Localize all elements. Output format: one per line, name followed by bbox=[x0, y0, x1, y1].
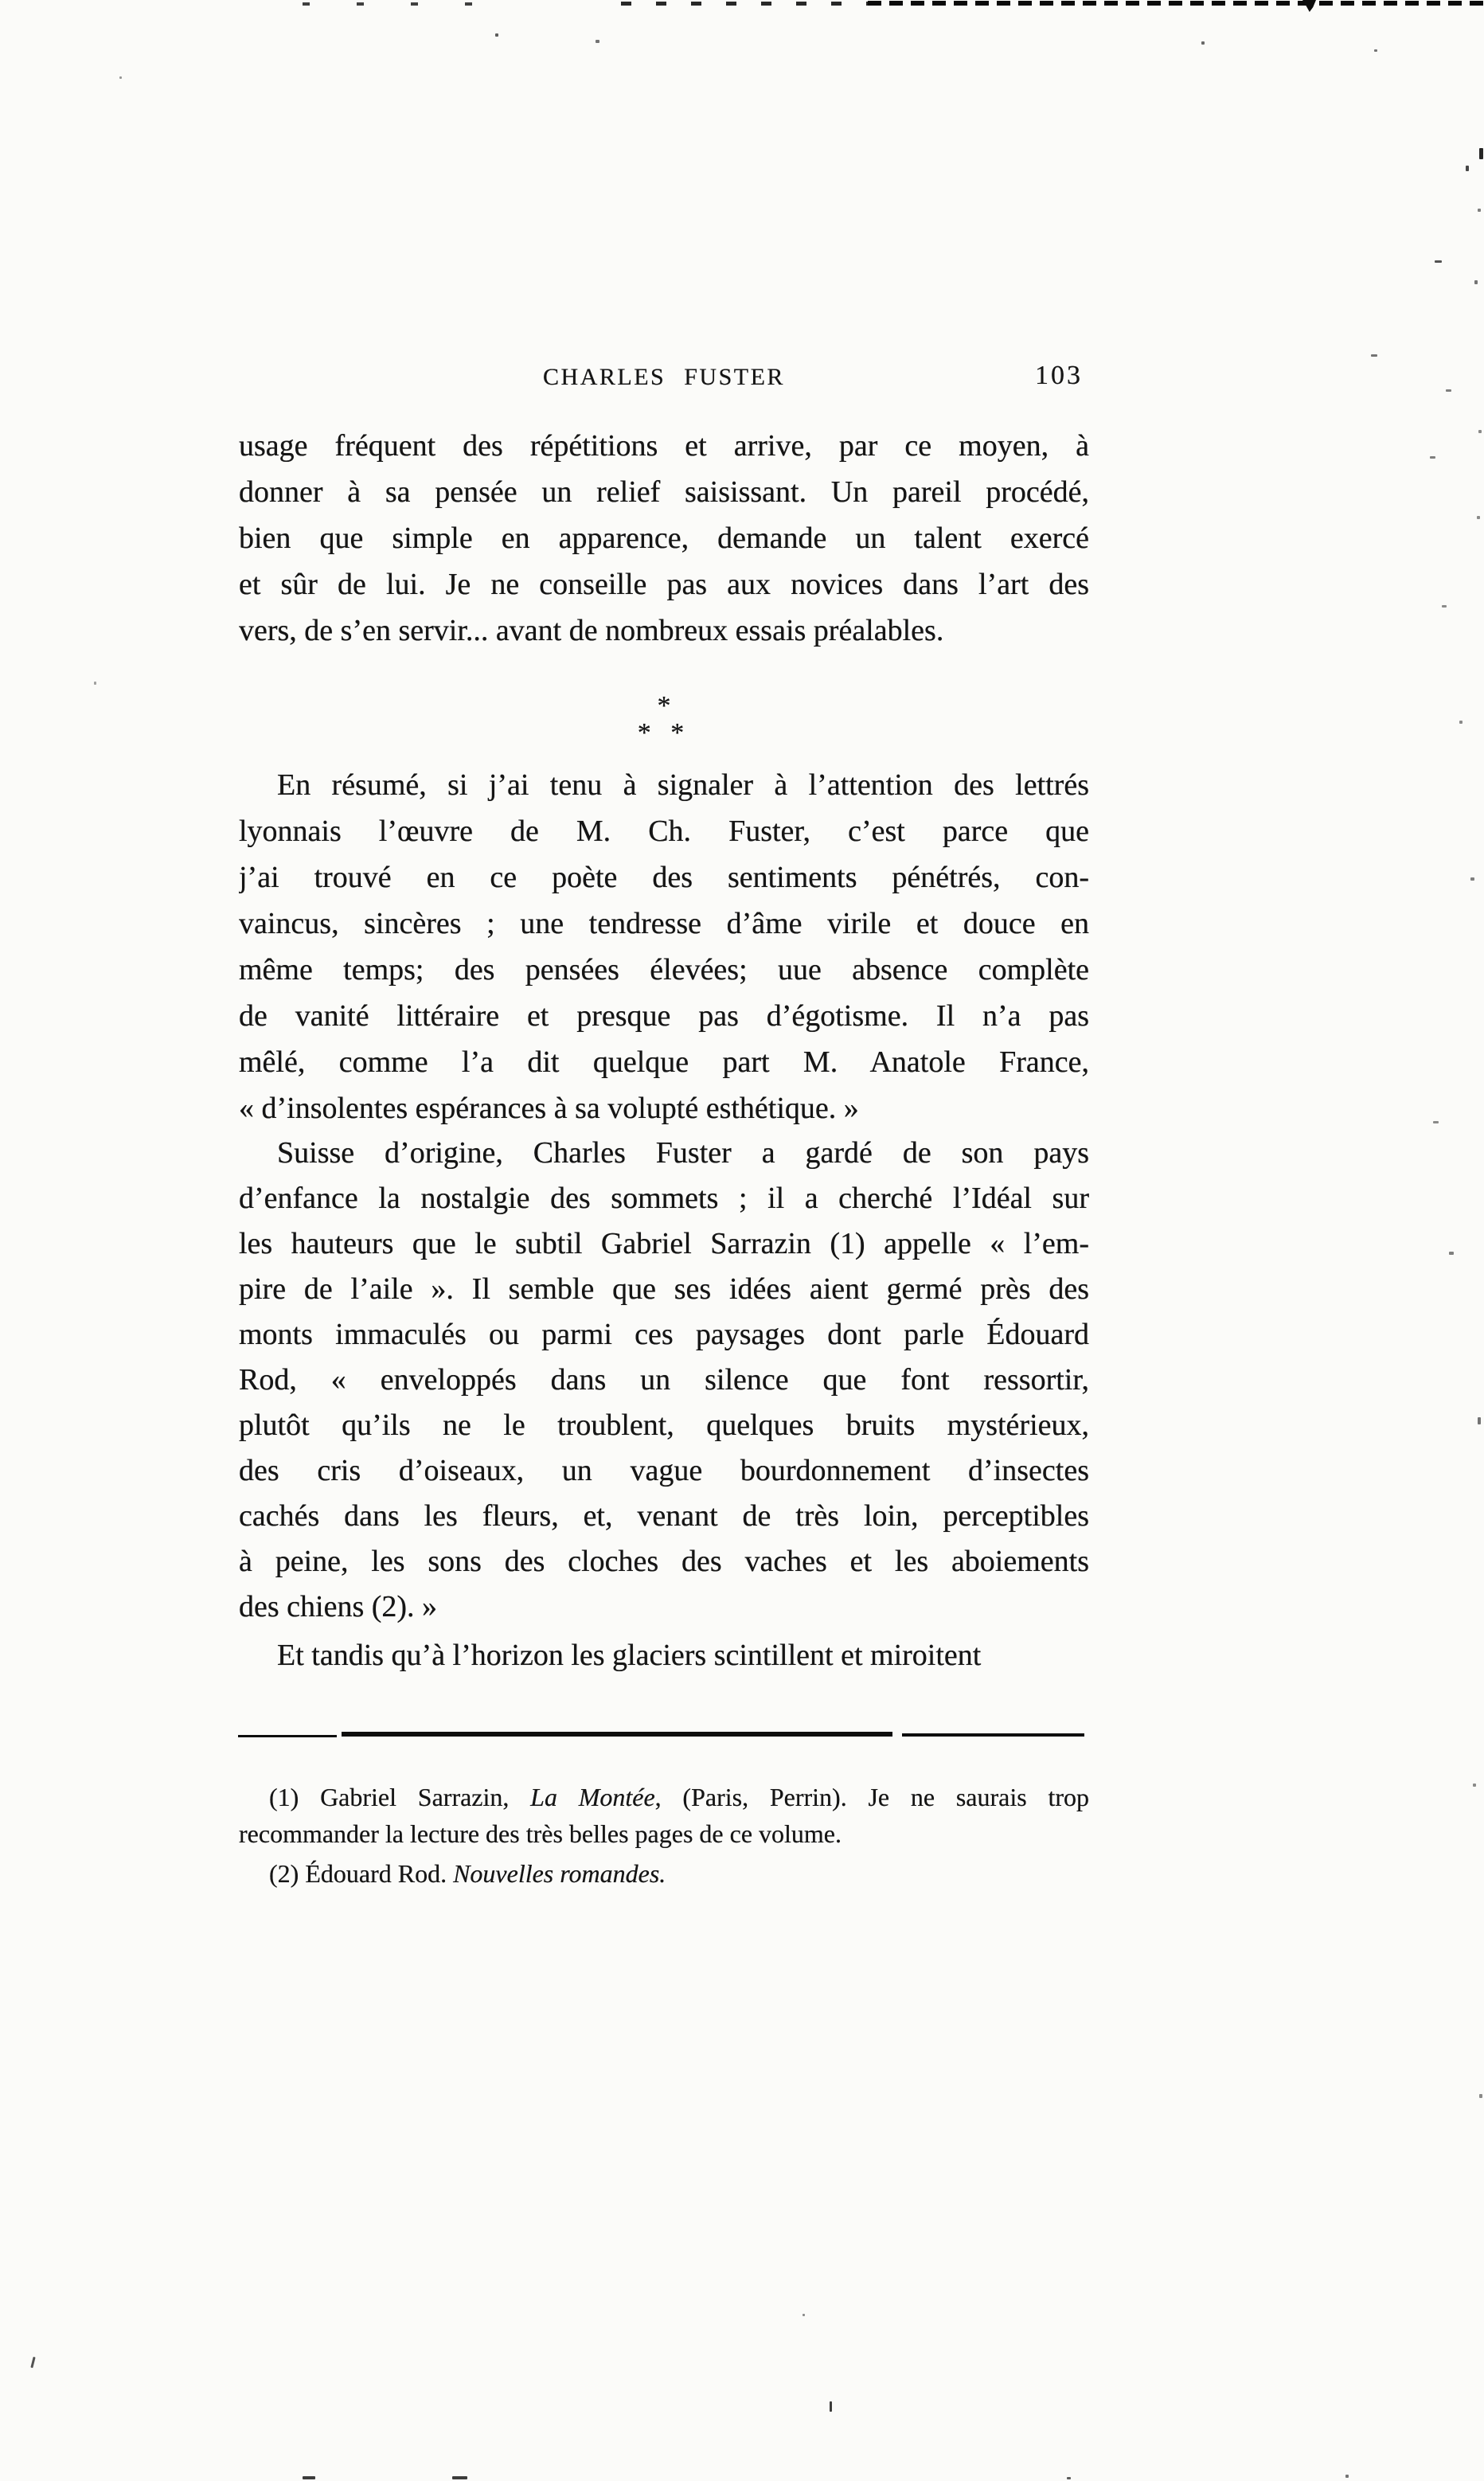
scan-speck bbox=[1433, 1121, 1439, 1123]
scan-speck bbox=[1435, 260, 1442, 263]
text-line: à peine, les sons des cloches des vaches et les aboiements bbox=[239, 1545, 1089, 1578]
scan-speck bbox=[830, 2401, 832, 2412]
scan-speck bbox=[1478, 430, 1482, 433]
paragraph bbox=[239, 423, 1089, 654]
scan-speck bbox=[1470, 877, 1474, 881]
asterism-star-top: * bbox=[657, 691, 671, 721]
text-line: Rod, « enveloppés dans un silence que font ressortir, bbox=[239, 1363, 1089, 1397]
text-line: plutôt qu’ils ne le troublent, quelques bruits mystérieux, bbox=[239, 1409, 1089, 1442]
scan-speck bbox=[1430, 456, 1435, 459]
scan-dash-line bbox=[621, 2, 876, 6]
paragraph bbox=[239, 1131, 1089, 1630]
text-line: monts immaculés ou parmi ces paysages dont parle Édouard bbox=[239, 1318, 1089, 1351]
scan-speck bbox=[30, 2357, 35, 2368]
text-line: et sûr de lui. Je ne conseille pas aux novices dans l’art des bbox=[239, 568, 1089, 601]
scan-speck bbox=[1201, 41, 1205, 45]
footnote-rule bbox=[238, 1735, 337, 1737]
paragraph bbox=[239, 1633, 1089, 1678]
footnote bbox=[239, 1855, 1089, 1892]
page-title: CHARLES FUSTER bbox=[543, 364, 785, 390]
scan-speck bbox=[495, 33, 498, 37]
text-line: des cris d’oiseaux, un vague bourdonnement d’insectes bbox=[239, 1454, 1089, 1487]
text-line: cachés dans les fleurs, et, venant de très loin, perceptibles bbox=[239, 1499, 1089, 1533]
text-line bbox=[239, 1855, 1089, 1892]
text-line: de vanité littéraire et presque pas d’égotisme. Il n’a pas bbox=[239, 999, 1089, 1033]
scan-speck bbox=[1449, 1252, 1454, 1255]
text-line: donner à sa pensée un relief saisissant. Un pareil procédé, bbox=[239, 475, 1089, 509]
running-head bbox=[239, 363, 1089, 392]
text-segment: , (Paris, Perrin). Je ne saurais trop bbox=[654, 1783, 1089, 1811]
scan-speck bbox=[94, 682, 96, 685]
text-line: même temps; des pensées élevées; uue absence complète bbox=[239, 953, 1089, 987]
text-line: j’ai trouvé en ce poète des sentiments pénétrés, con- bbox=[239, 861, 1089, 894]
text-line: recommander la lecture des très belles pages de ce volume. bbox=[239, 1819, 842, 1848]
footnote bbox=[239, 1779, 1089, 1852]
scan-speck bbox=[1345, 2475, 1349, 2478]
page-number: 103 bbox=[1035, 361, 1083, 390]
footnote-rule bbox=[342, 1732, 892, 1737]
scan-speck bbox=[1067, 2477, 1071, 2479]
text-line: usage fréquent des répétitions et arrive, par ce moyen, à bbox=[239, 429, 1089, 463]
italic-text: Nouvelles romandes. bbox=[453, 1859, 666, 1888]
scan-speck bbox=[1466, 166, 1469, 171]
asterism-separator bbox=[239, 693, 1089, 747]
italic-text: La Montée bbox=[530, 1783, 655, 1811]
scan-speck bbox=[452, 2476, 467, 2479]
text-line: pire de l’aile ». Il semble que ses idées aient germé près des bbox=[239, 1272, 1089, 1306]
footnote-rule bbox=[902, 1733, 1084, 1737]
scan-speck bbox=[1479, 2094, 1482, 2098]
text-line: les hauteurs que le subtil Gabriel Sarrazin (1) appelle « l’em- bbox=[239, 1227, 1089, 1260]
paragraph bbox=[239, 762, 1089, 1131]
text-line: des chiens (2). » bbox=[239, 1590, 438, 1623]
text-line: d’enfance la nostalgie des sommets ; il a cherché l’Idéal sur bbox=[239, 1182, 1089, 1215]
text-line: « d’insolentes espérances à sa volupté esthétique. » bbox=[239, 1092, 859, 1125]
text-line: En résumé, si j’ai tenu à signaler à l’attention des lettrés bbox=[277, 768, 1089, 802]
text-segment: (2) Édouard Rod. bbox=[269, 1859, 454, 1888]
text-line bbox=[239, 1779, 1089, 1815]
scan-speck bbox=[1478, 1417, 1481, 1424]
scan-speck bbox=[596, 40, 599, 43]
scan-speck bbox=[803, 2314, 805, 2316]
scan-speck bbox=[1374, 49, 1377, 52]
scan-speck bbox=[1459, 721, 1463, 724]
text-line: Et tandis qu’à l’horizon les glaciers scintillent et miroitent bbox=[277, 1639, 982, 1672]
text-segment: (1) Gabriel Sarrazin, bbox=[269, 1783, 531, 1811]
scan-dash-line bbox=[868, 1, 1484, 6]
text-line: vaincus, sincères ; une tendresse d’âme virile et douce en bbox=[239, 907, 1089, 940]
text-line: mêlé, comme l’a dit quelque part M. Anatole France, bbox=[239, 1045, 1089, 1079]
scan-speck bbox=[303, 2476, 315, 2479]
text-line: Suisse d’origine, Charles Fuster a gardé de son pays bbox=[277, 1136, 1089, 1170]
scan-speck bbox=[1371, 354, 1377, 357]
scan-ink-blob bbox=[1302, 0, 1316, 12]
scan-dash-line bbox=[303, 2, 517, 6]
scan-speck bbox=[1479, 148, 1483, 159]
scan-speck bbox=[1477, 516, 1480, 519]
scan-speck bbox=[1446, 389, 1451, 392]
asterism-star-bottom: * * bbox=[637, 718, 691, 748]
scan-speck bbox=[1474, 280, 1478, 284]
text-line: lyonnais l’œuvre de M. Ch. Fuster, c’est parce que bbox=[239, 815, 1089, 848]
scan-speck bbox=[1473, 1784, 1476, 1787]
text-line: vers, de s’en servir... avant de nombreux essais préalables. bbox=[239, 614, 944, 647]
scan-speck bbox=[1478, 209, 1481, 212]
text-line: bien que simple en apparence, demande un talent exercé bbox=[239, 522, 1089, 555]
scan-speck bbox=[1442, 605, 1447, 608]
scan-speck bbox=[119, 76, 122, 79]
